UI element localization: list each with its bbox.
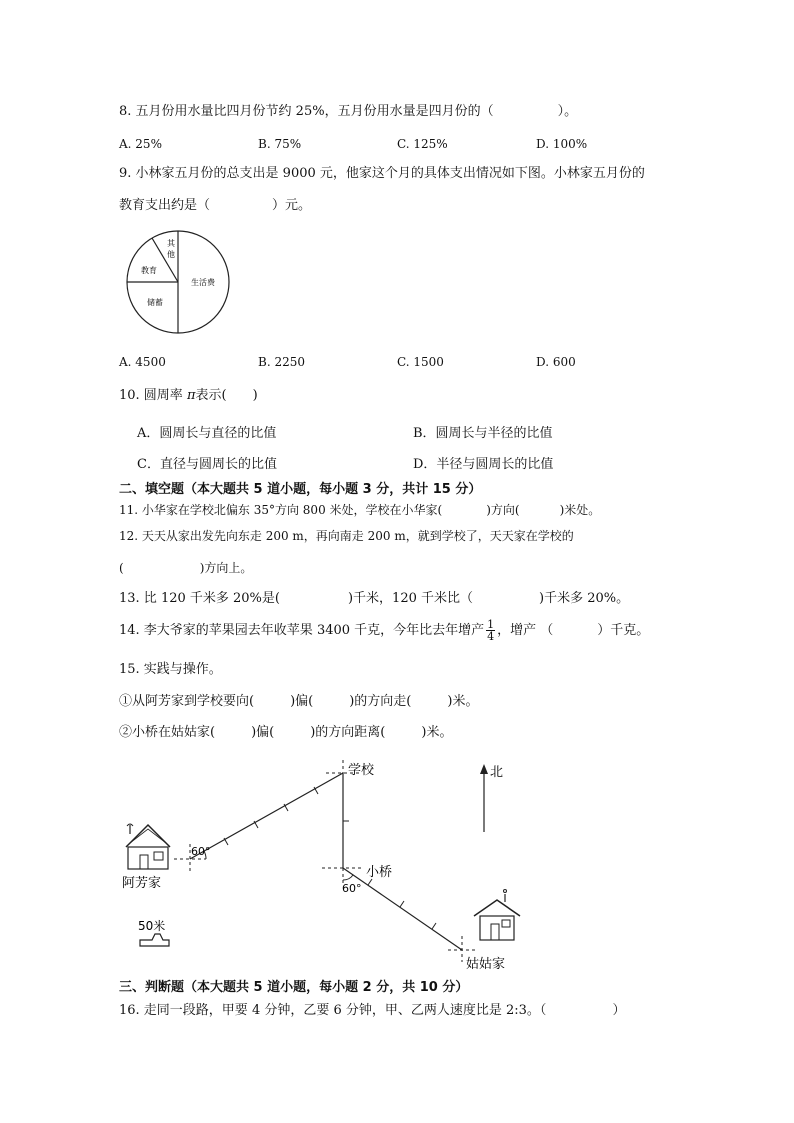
fraction-denominator: 4 <box>487 630 495 643</box>
q8-stem-text: 8. 五月份用水量比四月份节约 25%，五月份用水量是四月份的（ <box>119 104 494 119</box>
q15-sub1-c: )的方向走( <box>349 694 412 709</box>
q9-option-c[interactable]: C. 1500 <box>397 355 444 369</box>
q16-text-b: ） <box>612 1003 626 1018</box>
q8-option-a[interactable]: A. 25% <box>119 137 162 151</box>
q13-text-c: )千米多 20%。 <box>539 591 630 606</box>
angle-arc-bridge <box>343 875 353 880</box>
q16-text-a: 16. 走同一段路，甲要 4 分钟，乙要 6 分钟，甲、乙两人速度比是 2:3。（ <box>119 1003 547 1018</box>
q11-text-b: )方向( <box>486 503 520 517</box>
q10-stem <box>119 388 258 404</box>
q8-option-d[interactable]: D. 100% <box>536 137 588 151</box>
q15-sub2-d: )米。 <box>421 725 453 740</box>
q10-option-c[interactable]: C．直径与圆周长的比值 <box>137 457 277 472</box>
section3-title: 三、判断题（本大题共 5 道小题，每小题 2 分，共 10 分） <box>119 980 469 995</box>
q9-option-b[interactable]: B. 2250 <box>258 355 305 369</box>
q14-text-b: ，增产 （ <box>497 623 554 638</box>
q9-option-a[interactable]: A. 4500 <box>119 355 166 369</box>
section2-title: 二、填空题（本大题共 5 道小题，每小题 3 分，共计 15 分） <box>119 482 482 497</box>
q12-text-b: )方向上。 <box>199 561 253 575</box>
q9-stem-line1: 9. 小林家五月份的总支出是 9000 元，他家这个月的具体支出情况如下图。小林家五月份的 <box>119 166 645 181</box>
fraction-one-quarter <box>486 619 495 642</box>
q15-sub2-b: )偏( <box>251 725 275 740</box>
q12-text-a: ( <box>119 561 124 575</box>
pi-symbol: π <box>186 388 196 403</box>
q8-option-b[interactable]: B. 75% <box>258 137 302 151</box>
q9-option-d[interactable]: D. 600 <box>536 355 576 369</box>
q8-stem-end: ）。 <box>557 104 578 119</box>
q14-text-a: 14. 李大爷家的苹果园去年收苹果 3400 千克，今年比去年增产 <box>119 623 485 638</box>
q11 <box>119 502 600 518</box>
q13-text-b: )千米，120 千米比（ <box>347 591 474 606</box>
q8-option-c[interactable]: C. 125% <box>397 137 448 151</box>
q9-pie-chart <box>113 218 243 348</box>
label-school: 学校 <box>348 763 375 778</box>
q10-stem-end: ) <box>252 388 258 403</box>
q15-sub1-a: ①从阿芳家到学校要向( <box>119 694 255 709</box>
q8-stem <box>119 104 577 120</box>
q9-stem-text: 教育支出约是（ <box>119 198 211 213</box>
q15-map <box>0 752 794 982</box>
q11-text-c: )米处。 <box>559 503 601 517</box>
label-north: 北 <box>490 765 504 780</box>
q11-text-a: 11. 小华家在学校北偏东 35°方向 800 米处，学校在小华家( <box>119 503 443 517</box>
label-scale: 50米 <box>138 919 166 933</box>
pie-label-other-bottom: 他 <box>167 250 175 259</box>
label-bridge: 小桥 <box>366 865 393 880</box>
q12-line1: 12. 天天从家出发先向东走 200 m，再向南走 200 m，就到学校了，天天家在学校的 <box>119 529 574 543</box>
tick <box>432 923 436 929</box>
pie-label-living: 生活费 <box>191 278 215 287</box>
label-angle-bridge: 60° <box>342 882 362 895</box>
q12-line2 <box>119 560 252 576</box>
path-bridge-to-aunt <box>343 868 462 950</box>
pie-label-other-top: 其 <box>167 239 175 248</box>
q14-text-c: ）千克。 <box>597 623 650 638</box>
scale-bar <box>140 934 169 946</box>
q13-text-a: 13. 比 120 千米多 20%是( <box>119 591 280 606</box>
q10-option-d[interactable]: D．半径与圆周长的比值 <box>413 457 554 472</box>
q14 <box>119 616 649 646</box>
label-afang-home: 阿芳家 <box>122 876 162 891</box>
tick <box>400 901 404 907</box>
q10-stem-text: 10. 圆周率 <box>119 388 187 403</box>
pie-label-savings: 储蓄 <box>147 298 163 307</box>
q15-title: 15. 实践与操作。 <box>119 662 222 677</box>
label-aunt-home: 姑姑家 <box>466 957 506 972</box>
fraction-numerator: 1 <box>487 618 495 631</box>
label-angle-afang: 60° <box>191 845 211 858</box>
q15-sub2-c: )的方向距离( <box>310 725 386 740</box>
path-afang-to-school <box>190 773 343 859</box>
q10-stem-text-2: 表示( <box>195 388 227 403</box>
q15-sub1-b: )偏( <box>290 694 314 709</box>
q10-option-a[interactable]: A．圆周长与直径的比值 <box>137 426 277 441</box>
pie-label-education: 教育 <box>141 266 157 275</box>
q15-sub1-d: )米。 <box>447 694 479 709</box>
q13 <box>119 591 629 607</box>
q15-sub2 <box>119 725 452 741</box>
q15-sub2-a: ②小桥在姑姑家( <box>119 725 216 740</box>
q10-option-b[interactable]: B．圆周长与半径的比值 <box>413 426 553 441</box>
q9-stem-end: ）元。 <box>272 198 312 213</box>
q15-sub1 <box>119 694 478 710</box>
north-arrow-head <box>480 764 488 774</box>
q9-stem-line2 <box>119 198 311 214</box>
house-icon-aunt <box>474 890 520 941</box>
house-icon-afang <box>126 824 170 869</box>
q16 <box>119 1003 625 1019</box>
